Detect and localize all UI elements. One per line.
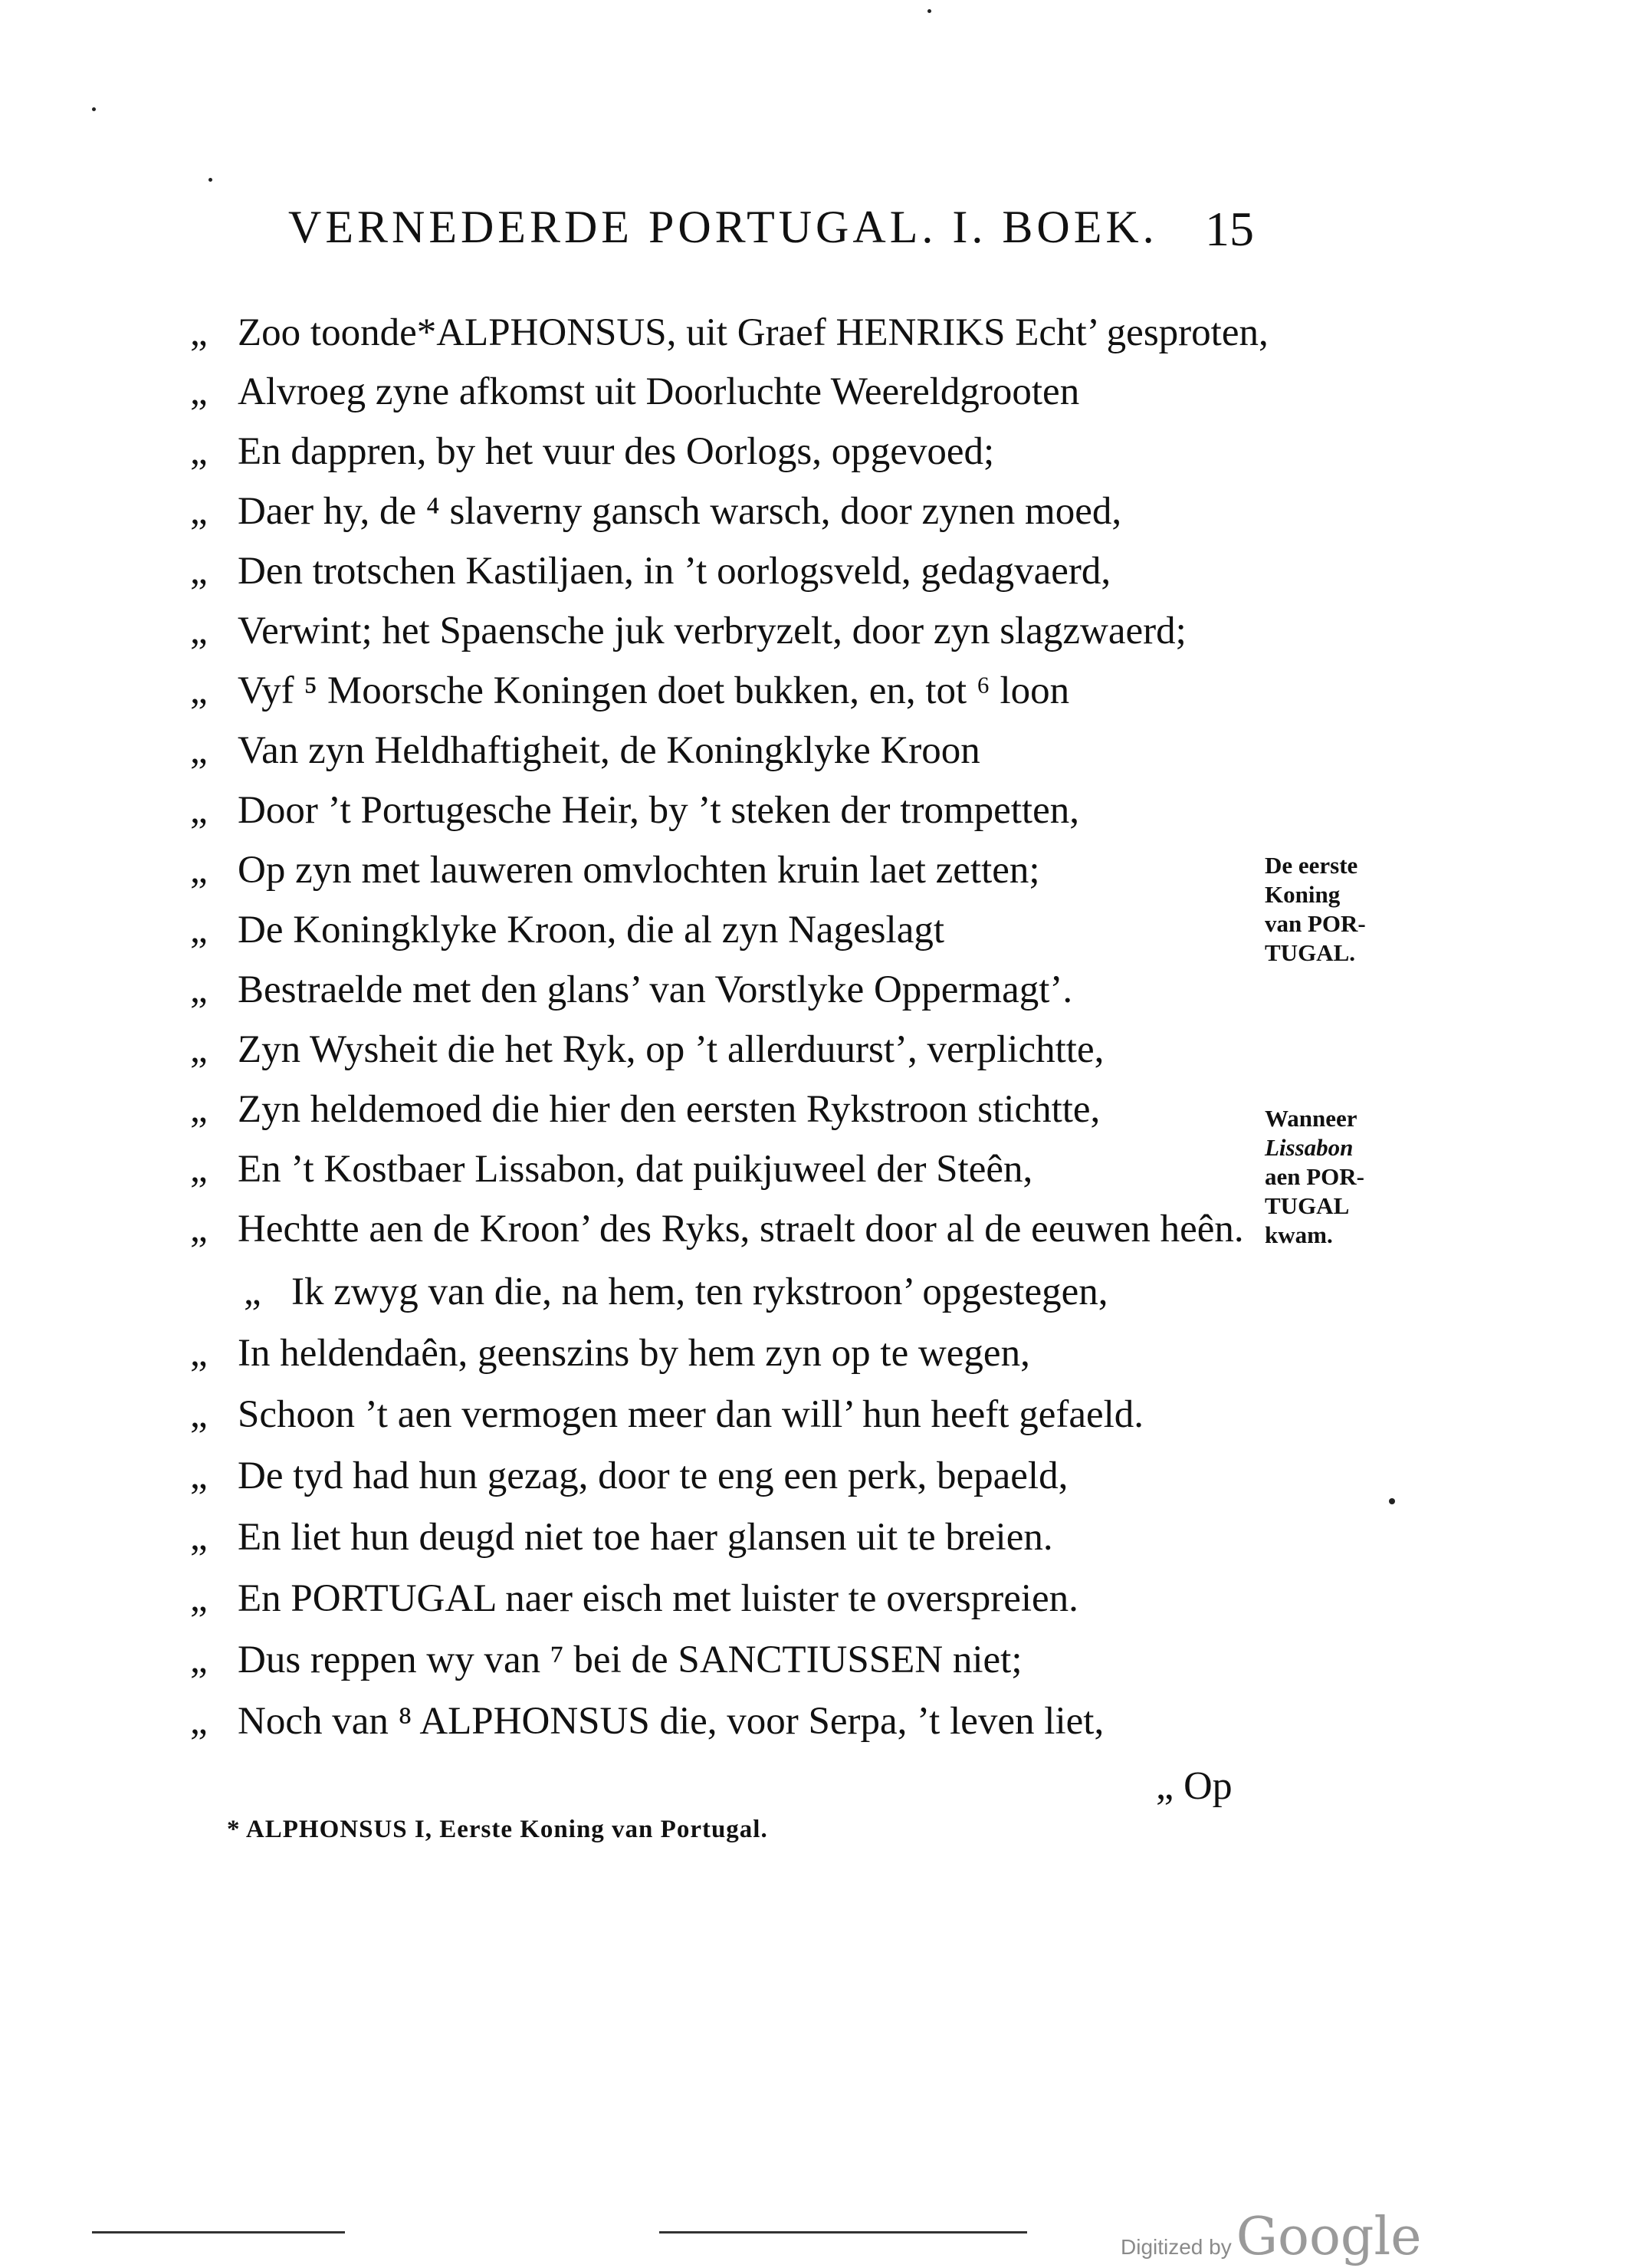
- quote-mark: „: [190, 490, 208, 533]
- quote-mark: „: [190, 669, 208, 712]
- quote-mark: „: [190, 909, 208, 952]
- quote-mark: „: [190, 311, 208, 354]
- verse-line: „ En PORTUGAL naer eisch met luister te overspreien.: [190, 1569, 1078, 1629]
- running-head-title: VERNEDERDE PORTUGAL. I. BOEK.: [288, 202, 1158, 252]
- ink-speck: [927, 9, 931, 13]
- verse-line: „ De tyd had hun gezag, door te eng een perk, bepaeld,: [190, 1446, 1068, 1506]
- page-number: 15: [1205, 202, 1254, 256]
- verse-line: „ Noch van ⁸ ALPHONSUS die, voor Serpa, ’t leven liet,: [190, 1691, 1104, 1751]
- google-logo: Google: [1236, 2207, 1422, 2267]
- quote-mark: „: [190, 1208, 208, 1251]
- verse-line: „ Zyn heldemoed die hier den eersten Rykstroon stichtte,: [190, 1080, 1100, 1139]
- verse-line: „ En ’t Kostbaer Lissabon, dat puikjuweel der Steên,: [190, 1139, 1032, 1199]
- running-head: [288, 201, 1254, 262]
- verse-line: „ En liet hun deugd niet toe haer glansen uit te breien.: [190, 1507, 1053, 1567]
- verse-line: „ Zoo toonde*ALPHONSUS, uit Graef HENRIKS Echt’ gesproten,: [190, 303, 1269, 363]
- verse-line: „ In heldendaên, geenszins by hem zyn op te wegen,: [190, 1323, 1030, 1383]
- verse-line: „ Zyn Wysheit die het Ryk, op ’t allerduurst’, verplichtte,: [190, 1020, 1104, 1080]
- quote-mark: „: [190, 1700, 208, 1743]
- quote-mark: „: [190, 1393, 208, 1436]
- footnote: * ALPHONSUS I, Eerste Koning van Portugal.: [227, 1816, 768, 1843]
- quote-mark: „: [190, 1332, 208, 1375]
- quote-mark: „: [190, 849, 208, 892]
- verse-line: „ Vyf ⁵ Moorsche Koningen doet bukken, en, tot ⁶ loon: [190, 661, 1069, 721]
- quote-mark: „: [190, 610, 208, 652]
- quote-mark: „: [190, 729, 208, 772]
- page-edge-mark: [92, 2231, 345, 2233]
- margin-note-first-king: De eerste Koning van POR- TUGAL.: [1265, 852, 1366, 966]
- quote-mark: „: [190, 1148, 208, 1191]
- quote-mark: „: [190, 1028, 208, 1071]
- verse-line: „ Op zyn met lauweren omvlochten kruin laet zetten;: [190, 840, 1040, 900]
- verse-line: „ Ik zwyg van die, na hem, ten rykstroon’ opgestegen,: [244, 1262, 1108, 1322]
- verse-line: „ En dappren, by het vuur des Oorlogs, opgevoed;: [190, 422, 994, 482]
- quote-mark: „: [244, 1270, 261, 1313]
- page-edge-mark: [659, 2231, 1027, 2233]
- verse-line: „ Den trotschen Kastiljaen, in ’t oorlogsveld, gedagvaerd,: [190, 541, 1111, 601]
- verse-line: „ Bestraelde met den glans’ van Vorstlyke Oppermagt’.: [190, 960, 1072, 1020]
- verse-line: „ Alvroeg zyne afkomst uit Doorluchte Weereldgrooten: [190, 362, 1079, 422]
- verse-line: „ Daer hy, de ⁴ slaverny gansch warsch, door zynen moed,: [190, 482, 1121, 541]
- quote-mark: „: [190, 1516, 208, 1559]
- quote-mark: „: [190, 370, 208, 413]
- quote-mark: „: [190, 1639, 208, 1681]
- ink-speck: [208, 178, 212, 182]
- ink-speck: [92, 107, 96, 111]
- verse-line: „ Schoon ’t aen vermogen meer dan will’ hun heeft gefaeld.: [190, 1385, 1144, 1445]
- ink-speck: [1389, 1498, 1395, 1504]
- watermark-prefix: Digitized by: [1121, 2235, 1232, 2259]
- quote-mark: „: [190, 789, 208, 832]
- verse-line: „ Verwint; het Spaensche juk verbryzelt, door zyn slagzwaerd;: [190, 601, 1187, 661]
- verse-line: „ De Koningklyke Kroon, die al zyn Nageslagt: [190, 900, 944, 960]
- digitized-watermark: [1121, 2207, 1458, 2268]
- quote-mark: „: [190, 1577, 208, 1620]
- quote-mark: „: [190, 1088, 208, 1131]
- quote-mark: „: [190, 550, 208, 593]
- verse-line: „ Hechtte aen de Kroon’ des Ryks, straelt door al de eeuwen heên.: [190, 1199, 1244, 1259]
- quote-mark: „: [190, 1454, 208, 1497]
- verse-line: „ Door ’t Portugesche Heir, by ’t steken der trompetten,: [190, 781, 1079, 840]
- catchword: „ Op: [1156, 1764, 1233, 1808]
- quote-mark: „: [190, 968, 208, 1011]
- quote-mark: „: [190, 430, 208, 473]
- verse-line: „ Dus reppen wy van ⁷ bei de SANCTIUSSEN niet;: [190, 1630, 1023, 1690]
- verse-line: „ Van zyn Heldhaftigheit, de Koningklyke Kroon: [190, 721, 980, 781]
- margin-note-lisbon: Wanneer Lissabon aen POR- TUGAL kwam.: [1265, 1105, 1365, 1248]
